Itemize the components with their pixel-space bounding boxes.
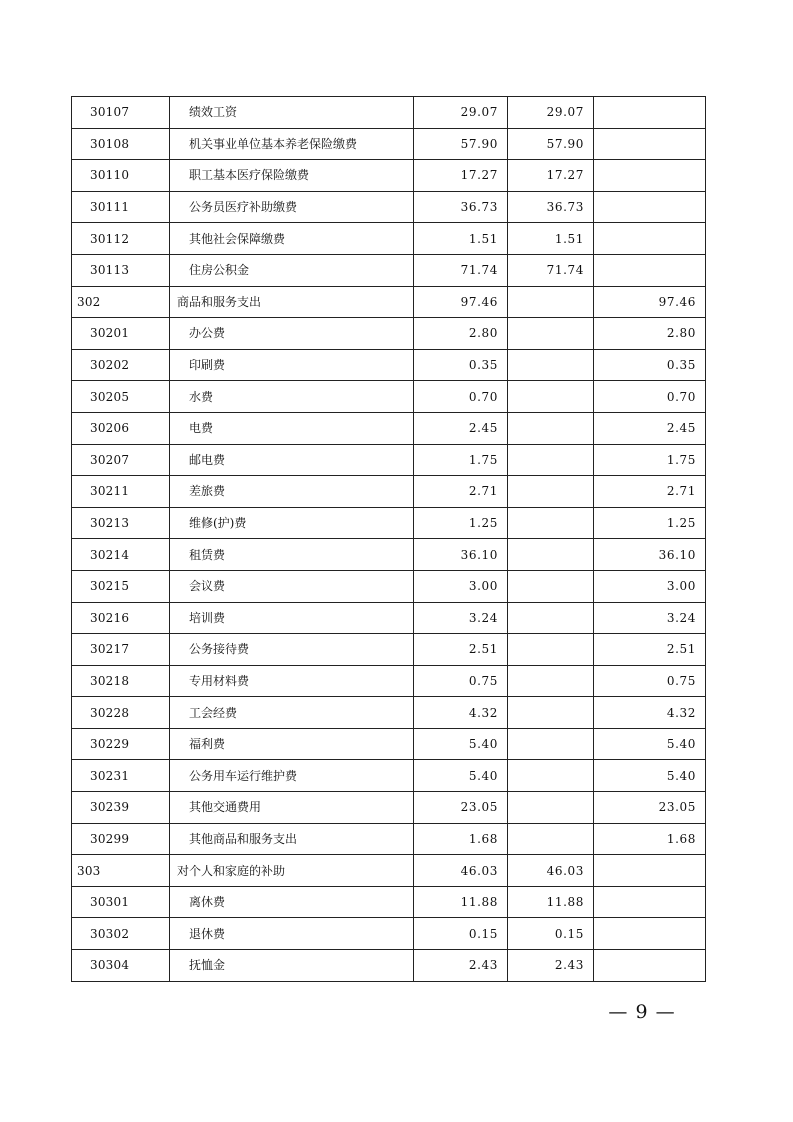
total-amount-cell: 46.03 (414, 855, 508, 887)
name-cell: 绩效工资 (170, 97, 414, 129)
project-amount-cell (594, 160, 706, 192)
project-amount-cell: 2.80 (594, 318, 706, 350)
name-cell: 印刷费 (170, 349, 414, 381)
table-row (72, 318, 706, 350)
name-cell: 办公费 (170, 318, 414, 350)
name-cell: 公务用车运行维护费 (170, 760, 414, 792)
table-body (72, 97, 706, 982)
code-cell: 30218 (72, 665, 170, 697)
project-amount-cell: 3.00 (594, 570, 706, 602)
basic-amount-cell (508, 381, 594, 413)
project-amount-cell (594, 918, 706, 950)
table-row (72, 191, 706, 223)
name-cell: 公务接待费 (170, 634, 414, 666)
table-row (72, 570, 706, 602)
name-cell: 对个人和家庭的补助 (170, 855, 414, 887)
basic-amount-cell (508, 444, 594, 476)
total-amount-cell: 36.73 (414, 191, 508, 223)
code-cell: 30304 (72, 950, 170, 982)
code-cell: 30299 (72, 823, 170, 855)
basic-amount-cell: 71.74 (508, 254, 594, 286)
code-cell: 30113 (72, 254, 170, 286)
code-cell: 30217 (72, 634, 170, 666)
total-amount-cell: 0.35 (414, 349, 508, 381)
basic-amount-cell: 2.43 (508, 950, 594, 982)
budget-expenditure-table (71, 96, 706, 982)
project-amount-cell (594, 223, 706, 255)
name-cell: 其他社会保障缴费 (170, 223, 414, 255)
code-cell: 302 (72, 286, 170, 318)
name-cell: 福利费 (170, 728, 414, 760)
project-amount-cell (594, 254, 706, 286)
project-amount-cell (594, 128, 706, 160)
name-cell: 商品和服务支出 (170, 286, 414, 318)
code-cell: 30202 (72, 349, 170, 381)
name-cell: 机关事业单位基本养老保险缴费 (170, 128, 414, 160)
table-row (72, 950, 706, 982)
basic-amount-cell (508, 286, 594, 318)
code-cell: 30110 (72, 160, 170, 192)
table-row (72, 665, 706, 697)
total-amount-cell: 4.32 (414, 697, 508, 729)
code-cell: 30107 (72, 97, 170, 129)
project-amount-cell: 97.46 (594, 286, 706, 318)
project-amount-cell: 36.10 (594, 539, 706, 571)
code-cell: 30211 (72, 476, 170, 508)
name-cell: 住房公积金 (170, 254, 414, 286)
table-row (72, 760, 706, 792)
project-amount-cell: 1.25 (594, 507, 706, 539)
total-amount-cell: 5.40 (414, 760, 508, 792)
table-row (72, 634, 706, 666)
table-row (72, 918, 706, 950)
total-amount-cell: 0.15 (414, 918, 508, 950)
code-cell: 30112 (72, 223, 170, 255)
basic-amount-cell (508, 318, 594, 350)
project-amount-cell: 4.32 (594, 697, 706, 729)
code-cell: 30108 (72, 128, 170, 160)
project-amount-cell: 5.40 (594, 760, 706, 792)
category-row (72, 286, 706, 318)
name-cell: 其他商品和服务支出 (170, 823, 414, 855)
total-amount-cell: 2.43 (414, 950, 508, 982)
name-cell: 租赁费 (170, 539, 414, 571)
name-cell: 水费 (170, 381, 414, 413)
code-cell: 30216 (72, 602, 170, 634)
total-amount-cell: 2.51 (414, 634, 508, 666)
project-amount-cell: 3.24 (594, 602, 706, 634)
total-amount-cell: 0.70 (414, 381, 508, 413)
code-cell: 30111 (72, 191, 170, 223)
code-cell: 30214 (72, 539, 170, 571)
total-amount-cell: 1.25 (414, 507, 508, 539)
name-cell: 工会经费 (170, 697, 414, 729)
name-cell: 电费 (170, 412, 414, 444)
code-cell: 303 (72, 855, 170, 887)
total-amount-cell: 3.00 (414, 570, 508, 602)
project-amount-cell: 5.40 (594, 728, 706, 760)
name-cell: 离休费 (170, 886, 414, 918)
table-row (72, 349, 706, 381)
basic-amount-cell (508, 792, 594, 824)
total-amount-cell: 2.71 (414, 476, 508, 508)
project-amount-cell: 23.05 (594, 792, 706, 824)
basic-amount-cell: 17.27 (508, 160, 594, 192)
total-amount-cell: 29.07 (414, 97, 508, 129)
table-row (72, 97, 706, 129)
project-amount-cell (594, 950, 706, 982)
code-cell: 30239 (72, 792, 170, 824)
name-cell: 会议费 (170, 570, 414, 602)
project-amount-cell: 0.70 (594, 381, 706, 413)
basic-amount-cell (508, 697, 594, 729)
code-cell: 30229 (72, 728, 170, 760)
name-cell: 邮电费 (170, 444, 414, 476)
name-cell: 差旅费 (170, 476, 414, 508)
table-row (72, 254, 706, 286)
code-cell: 30228 (72, 697, 170, 729)
basic-amount-cell (508, 539, 594, 571)
code-cell: 30205 (72, 381, 170, 413)
table-row (72, 160, 706, 192)
table-row (72, 792, 706, 824)
basic-amount-cell (508, 507, 594, 539)
basic-amount-cell (508, 665, 594, 697)
name-cell: 职工基本医疗保险缴费 (170, 160, 414, 192)
table-row (72, 823, 706, 855)
basic-amount-cell: 0.15 (508, 918, 594, 950)
code-cell: 30201 (72, 318, 170, 350)
code-cell: 30302 (72, 918, 170, 950)
table-row (72, 507, 706, 539)
basic-amount-cell: 36.73 (508, 191, 594, 223)
total-amount-cell: 1.75 (414, 444, 508, 476)
total-amount-cell: 17.27 (414, 160, 508, 192)
basic-amount-cell (508, 476, 594, 508)
total-amount-cell: 3.24 (414, 602, 508, 634)
code-cell: 30215 (72, 570, 170, 602)
basic-amount-cell (508, 602, 594, 634)
table-row (72, 412, 706, 444)
project-amount-cell: 1.68 (594, 823, 706, 855)
project-amount-cell: 2.51 (594, 634, 706, 666)
code-cell: 30213 (72, 507, 170, 539)
table-row (72, 444, 706, 476)
total-amount-cell: 57.90 (414, 128, 508, 160)
project-amount-cell (594, 97, 706, 129)
table-row (72, 539, 706, 571)
basic-amount-cell (508, 570, 594, 602)
basic-amount-cell: 46.03 (508, 855, 594, 887)
category-row (72, 855, 706, 887)
project-amount-cell: 1.75 (594, 444, 706, 476)
basic-amount-cell (508, 823, 594, 855)
total-amount-cell: 5.40 (414, 728, 508, 760)
basic-amount-cell: 11.88 (508, 886, 594, 918)
name-cell: 退休费 (170, 918, 414, 950)
project-amount-cell: 2.71 (594, 476, 706, 508)
page-number: — 9 — (608, 1001, 676, 1023)
total-amount-cell: 11.88 (414, 886, 508, 918)
name-cell: 其他交通费用 (170, 792, 414, 824)
table-row (72, 602, 706, 634)
total-amount-cell: 2.45 (414, 412, 508, 444)
basic-amount-cell (508, 349, 594, 381)
project-amount-cell: 0.75 (594, 665, 706, 697)
basic-amount-cell (508, 412, 594, 444)
code-cell: 30231 (72, 760, 170, 792)
basic-amount-cell: 29.07 (508, 97, 594, 129)
project-amount-cell (594, 191, 706, 223)
table-row (72, 697, 706, 729)
table-row (72, 476, 706, 508)
basic-amount-cell (508, 728, 594, 760)
project-amount-cell (594, 886, 706, 918)
table-row (72, 886, 706, 918)
table-row (72, 223, 706, 255)
project-amount-cell: 2.45 (594, 412, 706, 444)
total-amount-cell: 36.10 (414, 539, 508, 571)
name-cell: 抚恤金 (170, 950, 414, 982)
total-amount-cell: 0.75 (414, 665, 508, 697)
project-amount-cell (594, 855, 706, 887)
table-row (72, 728, 706, 760)
table-row (72, 381, 706, 413)
basic-amount-cell: 57.90 (508, 128, 594, 160)
basic-amount-cell (508, 760, 594, 792)
basic-amount-cell: 1.51 (508, 223, 594, 255)
total-amount-cell: 2.80 (414, 318, 508, 350)
code-cell: 30207 (72, 444, 170, 476)
name-cell: 公务员医疗补助缴费 (170, 191, 414, 223)
total-amount-cell: 1.68 (414, 823, 508, 855)
total-amount-cell: 71.74 (414, 254, 508, 286)
table-row (72, 128, 706, 160)
name-cell: 专用材料费 (170, 665, 414, 697)
name-cell: 维修(护)费 (170, 507, 414, 539)
total-amount-cell: 1.51 (414, 223, 508, 255)
name-cell: 培训费 (170, 602, 414, 634)
total-amount-cell: 97.46 (414, 286, 508, 318)
total-amount-cell: 23.05 (414, 792, 508, 824)
code-cell: 30206 (72, 412, 170, 444)
code-cell: 30301 (72, 886, 170, 918)
basic-amount-cell (508, 634, 594, 666)
project-amount-cell: 0.35 (594, 349, 706, 381)
